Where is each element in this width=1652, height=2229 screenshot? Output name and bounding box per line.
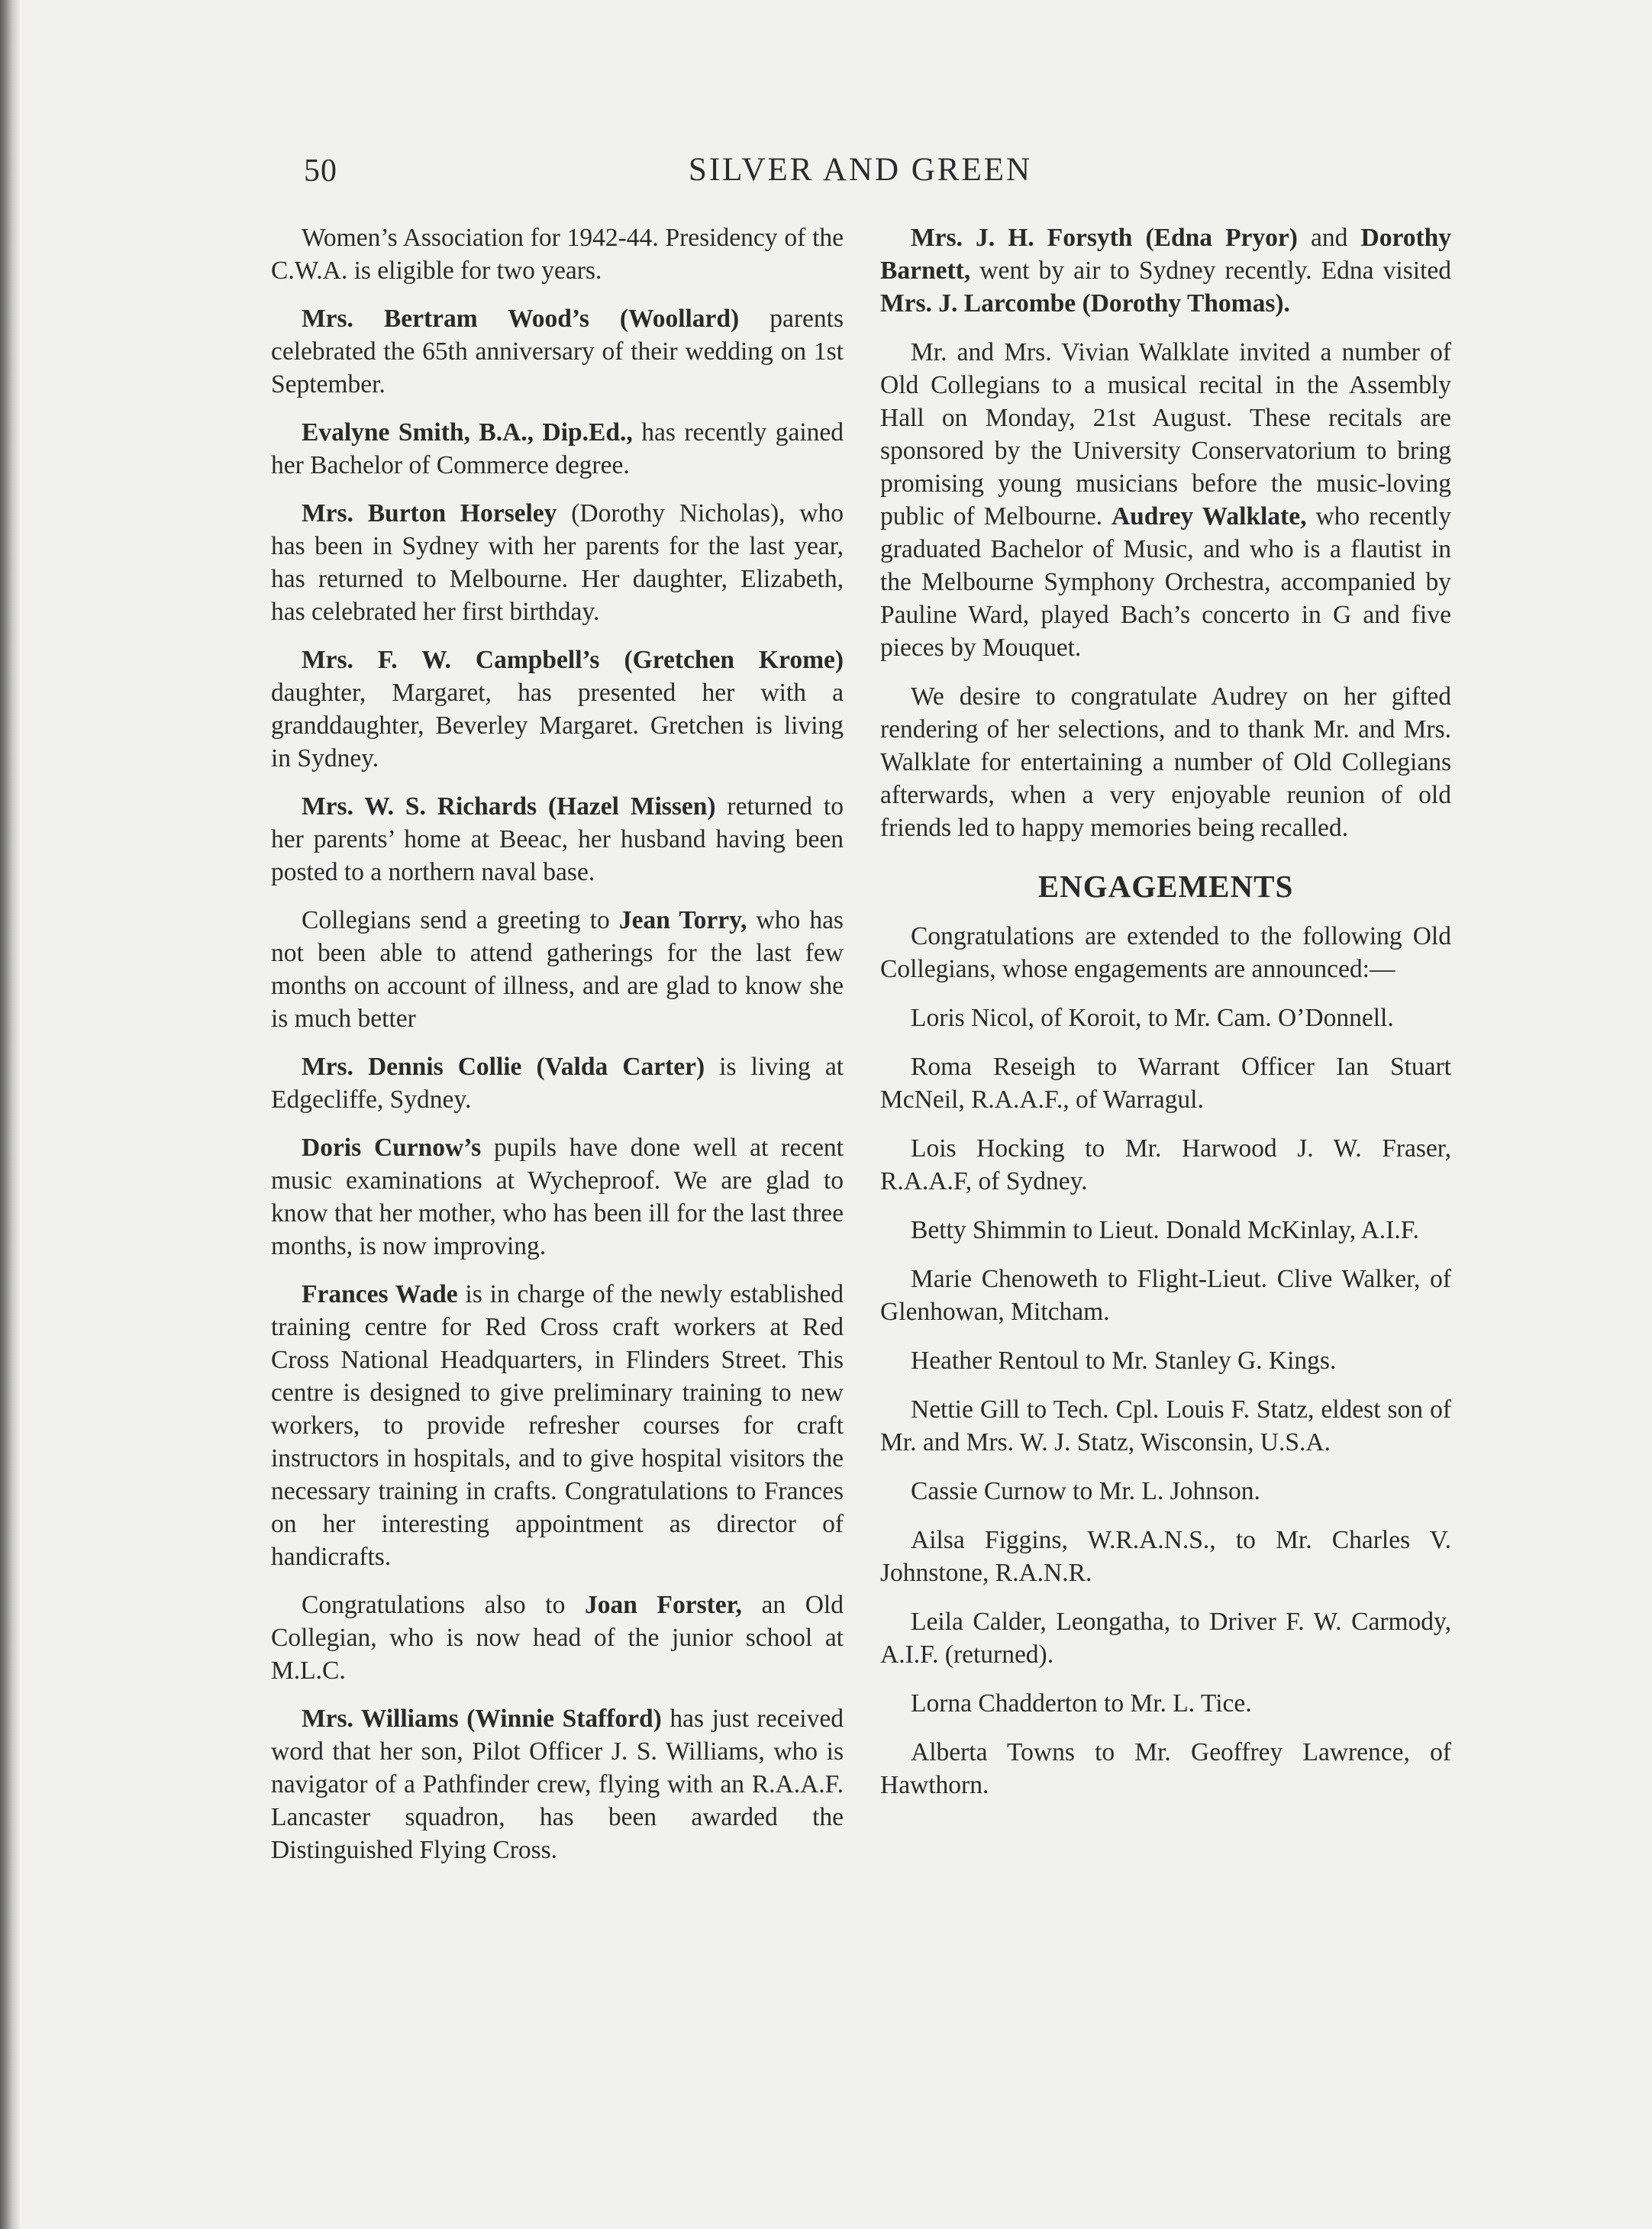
paragraph: Mrs. W. S. Richards (Hazel Missen) returned to her parents’ home at Beeac, her husband having been posted to a northern naval base. [271, 792, 844, 886]
paragraph: Mrs. Williams (Winnie Stafford) has just received word that her son, Pilot Officer J. S. Williams, who is navigator of a Pathfinder crew, flying with an R.A.A.F. Lancaster squadron, has been awarded the Distinguished Flying Cross. [271, 1705, 844, 1864]
engagement-item: Ailsa Figgins, W.R.A.N.S., to Mr. Charles V. Johnstone, R.A.N.R. [880, 1526, 1451, 1587]
page-number: 50 [304, 153, 337, 189]
paragraph: Women’s Association for 1942-44. Presidency of the C.W.A. is eligible for two years. [271, 224, 844, 285]
engagement-item: Roma Reseigh to Warrant Officer Ian Stuart McNeil, R.A.A.F., of Warragul. [880, 1053, 1451, 1114]
paragraph: Mrs. Bertram Wood’s (Woollard) parents celebrated the 65th anniversary of their wedding on 1st September. [271, 305, 844, 398]
engagement-item: Nettie Gill to Tech. Cpl. Louis F. Statz, eldest son of Mr. and Mrs. W. J. Statz, Wisconsin, U.S.A. [880, 1395, 1451, 1456]
paragraph: Mrs. J. H. Forsyth (Edna Pryor) and Dorothy Barnett, went by air to Sydney recently. Edna visited Mrs. J. Larcombe (Dorothy Thomas). [880, 224, 1452, 318]
running-title: SILVER AND GREEN [688, 152, 1033, 188]
engagement-item: Lois Hocking to Mr. Harwood J. W. Fraser, R.A.A.F, of Sydney. [880, 1134, 1451, 1195]
engagement-item: Leila Calder, Leongatha, to Driver F. W. Carmody, A.I.F. (returned). [880, 1608, 1451, 1669]
engagement-item: Lorna Chadderton to Mr. L. Tice. [911, 1689, 1252, 1718]
paragraph: Congratulations also to Joan Forster, an Old Collegian, who is now head of the junior school at M.L.C. [271, 1591, 844, 1685]
paragraph: Evalyne Smith, B.A., Dip.Ed., has recently gained her Bachelor of Commerce degree. [271, 418, 844, 479]
engagement-item: Betty Shimmin to Lieut. Donald McKinlay, A.I.F. [911, 1216, 1420, 1244]
engagement-item: Marie Chenoweth to Flight-Lieut. Clive Walker, of Glenhowan, Mitcham. [880, 1265, 1451, 1326]
engagements-heading: ENGAGEMENTS [1037, 869, 1294, 904]
engagement-item: Cassie Curnow to Mr. L. Johnson. [911, 1477, 1260, 1505]
paragraph: Doris Curnow’s pupils have done well at recent music examinations at Wycheproof. We are glad to know that her mother, who has been ill for the last three months, is now improving. [271, 1134, 844, 1260]
engagement-item: Heather Rentoul to Mr. Stanley G. Kings. [911, 1347, 1337, 1375]
engagement-item: Alberta Towns to Mr. Geoffrey Lawrence, of Hawthorn. [880, 1738, 1451, 1799]
paragraph: Collegians send a greeting to Jean Torry, who has not been able to attend gatherings for the last few months on account of illness, and are glad to know she is much better [271, 906, 844, 1033]
paragraph: Mrs. Dennis Collie (Valda Carter) is living at Edgecliffe, Sydney. [271, 1053, 844, 1114]
engagements-intro: Congratulations are extended to the following Old Collegians, whose engagements are announced:— [880, 922, 1451, 983]
paragraph: Mr. and Mrs. Vivian Walklate invited a number of Old Collegians to a musical recital in the Assembly Hall on Monday, 21st August. These recitals are sponsored by the University Conservatorium to bring promising young musicians before the music-loving public of Melbourne. Audrey Walklate, who recently graduated Bachelor of Music, and who is a flautist in the Melbourne Symphony Orchestra, accompanied by Pauline Ward, played Bach’s concerto in G and five pieces by Mouquet. [880, 338, 1451, 662]
engagements-list [880, 1002, 1451, 1802]
paragraph: Mrs. Burton Horseley (Dorothy Nicholas), who has been in Sydney with her parents for the last year, has returned to Melbourne. Her daughter, Elizabeth, has celebrated her first birthday. [271, 499, 844, 626]
left-column [271, 221, 844, 1882]
right-column [880, 221, 1451, 1818]
book-binding-edge [0, 0, 20, 2229]
paragraph: We desire to congratulate Audrey on her gifted rendering of her selections, and to thank Mr. and Mrs. Walklate for entertaining a number of Old Collegians afterwards, when a very enjoyable reunion of old friends led to happy memories being recalled. [880, 682, 1451, 842]
engagement-item: Loris Nicol, of Koroit, to Mr. Cam. O’Donnell. [911, 1004, 1394, 1032]
paragraph: Mrs. F. W. Campbell’s (Gretchen Krome) daughter, Margaret, has presented her with a granddaughter, Beverley Margaret. Gretchen is living in Sydney. [271, 646, 844, 773]
paragraph: Frances Wade is in charge of the newly established training centre for Red Cross craft workers at Red Cross National Headquarters, in Flinders Street. This centre is designed to give preliminary training to new workers, to provide refresher courses for craft instructors in hospitals, and to give hospital visitors the necessary training in crafts. Congratulations to Frances on her interesting appointment as director of handicrafts. [271, 1280, 844, 1571]
